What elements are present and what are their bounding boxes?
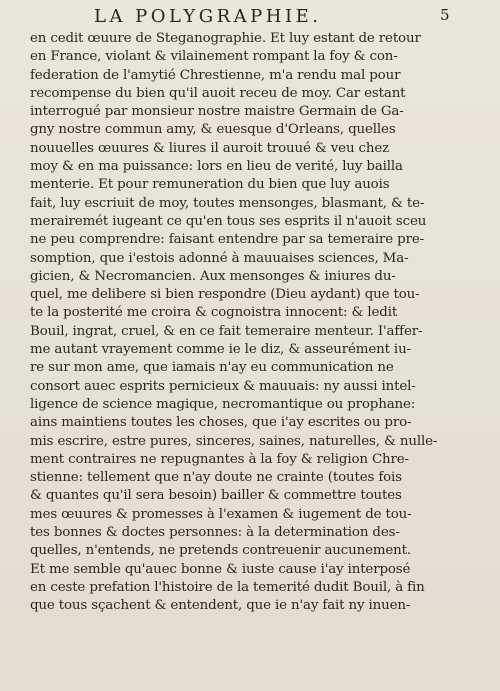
text-line: ment contraires ne repugnantes à la foy & religion Chre- <box>30 451 409 467</box>
page-number: 5 <box>440 6 450 24</box>
text-line: menterie. Et pour remuneration du bien que luy auois <box>30 177 390 193</box>
text-line: merairemét iugeant ce qu'en tous ses esprits il n'auoit sceu <box>30 213 427 229</box>
text-line: somption, que i'estois adonné à mauuaises sciences, Ma- <box>30 250 409 266</box>
text-line: & quantes qu'il sera besoin) bailler & commettre toutes <box>30 488 402 504</box>
text-line: Et me semble qu'auec bonne & iuste cause i'ay interposé <box>30 561 411 577</box>
text-line: que tous sçachent & entendent, que ie n'ay fait ny inuen- <box>30 598 411 614</box>
text-line: Bouil, ingrat, cruel, & en ce fait temeraire menteur. I'affer- <box>30 323 423 339</box>
running-head <box>0 4 500 28</box>
running-title: LA POLYGRAPHIE. <box>94 6 322 27</box>
text-line: federation de l'amytié Chrestienne, m'a rendu mal pour <box>30 67 401 83</box>
text-line: me autant vrayement comme ie le diz, & asseurément iu- <box>30 342 411 358</box>
text-line: en ceste prefation l'histoire de la temerité dudit Bouil, à fin <box>30 579 425 595</box>
body-text <box>30 30 450 616</box>
text-line: mis escrire, estre pures, sinceres, saines, naturelles, & nulle- <box>30 433 438 449</box>
text-line: quelles, n'entends, ne pretends contreuenir aucunement. <box>30 543 411 559</box>
text-line: re sur mon ame, que iamais n'ay eu communication ne <box>30 360 394 376</box>
text-line: moy & en ma puissance: lors en lieu de verité, luy bailla <box>30 159 403 175</box>
text-line: fait, luy escriuit de moy, toutes mensonges, blasmant, & te- <box>30 195 425 211</box>
text-line: ains maintiens toutes les choses, que i'ay escrites ou pro- <box>30 415 412 431</box>
text-line: mes œuures & promesses à l'examen & iugement de tou- <box>30 506 412 522</box>
text-line: gicien, & Necromancien. Aux mensonges & iniures du- <box>30 268 396 284</box>
text-line: en France, violant & vilainement rompant la foy & con- <box>30 49 398 65</box>
text-line: quel, me delibere si bien respondre (Dieu aydant) que tou- <box>30 287 420 303</box>
text-line: gny nostre commun amy, & euesque d'Orleans, quelles <box>30 122 396 138</box>
text-line: ne peu comprendre: faisant entendre par sa temeraire pre- <box>30 232 424 248</box>
text-line: te la posterité me croira & cognoistra innocent: & ledit <box>30 305 398 321</box>
text-line: interrogué par monsieur nostre maistre Germain de Ga- <box>30 104 404 120</box>
text-line: en cedit œuure de Steganographie. Et luy estant de retour <box>30 31 421 46</box>
text-line: nouuelles œuures & liures il auroit trouué & veu chez <box>30 140 390 156</box>
text-line: consort auec esprits pernicieux & mauuais: ny aussi intel- <box>30 378 416 394</box>
text-line: stienne: tellement que n'ay doute ne crainte (toutes fois <box>30 470 402 486</box>
text-line: tes bonnes & doctes personnes: à la determination des- <box>30 525 400 541</box>
text-line: recompense du bien qu'il auoit receu de moy. Car estant <box>30 85 406 101</box>
text-line: ligence de science magique, necromantique ou prophane: <box>30 396 416 412</box>
